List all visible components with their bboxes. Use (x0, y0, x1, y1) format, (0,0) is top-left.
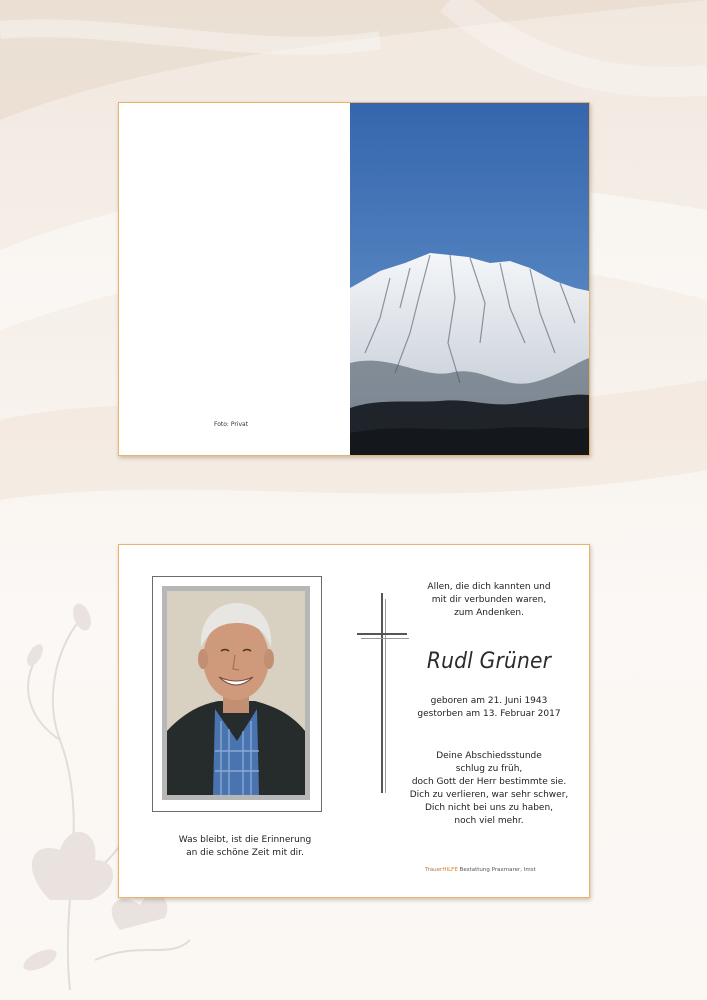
mountain-photo (350, 103, 589, 455)
memory-caption (159, 834, 331, 860)
poem-line: Dich nicht bei uns zu haben, (424, 803, 554, 813)
life-dates (399, 695, 579, 721)
deceased-name: Rudl Grüner (426, 649, 552, 674)
portrait-mat (162, 586, 310, 800)
funeral-home-footer (425, 867, 536, 873)
brand-name: Trauer (425, 867, 443, 873)
front-card (118, 102, 590, 456)
funeral-home-text: Bestattung Praxmarer, Imst (459, 867, 536, 873)
poem-line: schlug zu früh, (455, 764, 523, 774)
poem-line: noch viel mehr. (454, 816, 524, 826)
dedication-text (399, 581, 579, 620)
photo-credit: Foto: Privat (214, 421, 249, 428)
dedication-line: zum Andenken. (454, 608, 524, 618)
poem-line: doch Gott der Herr bestimmte sie. (411, 777, 567, 787)
poem-line: Dich zu verlieren, war sehr schwer, (409, 790, 569, 800)
dedication-line: mit dir verbunden waren, (431, 595, 547, 605)
caption-line: Was bleibt, ist die Erinnerung (178, 835, 312, 845)
caption-line: an die schöne Zeit mit dir. (186, 848, 304, 858)
poem-text (399, 750, 579, 828)
death-date: gestorben am 13. Februar 2017 (417, 709, 561, 719)
brand-accent: HILFE (442, 867, 458, 873)
portrait-frame (152, 576, 322, 812)
portrait-photo (167, 591, 305, 795)
poem-line: Deine Abschiedsstunde (436, 751, 542, 761)
birth-date: geboren am 21. Juni 1943 (430, 696, 548, 706)
inside-card (118, 544, 590, 898)
dedication-line: Allen, die dich kannten und (427, 582, 551, 592)
